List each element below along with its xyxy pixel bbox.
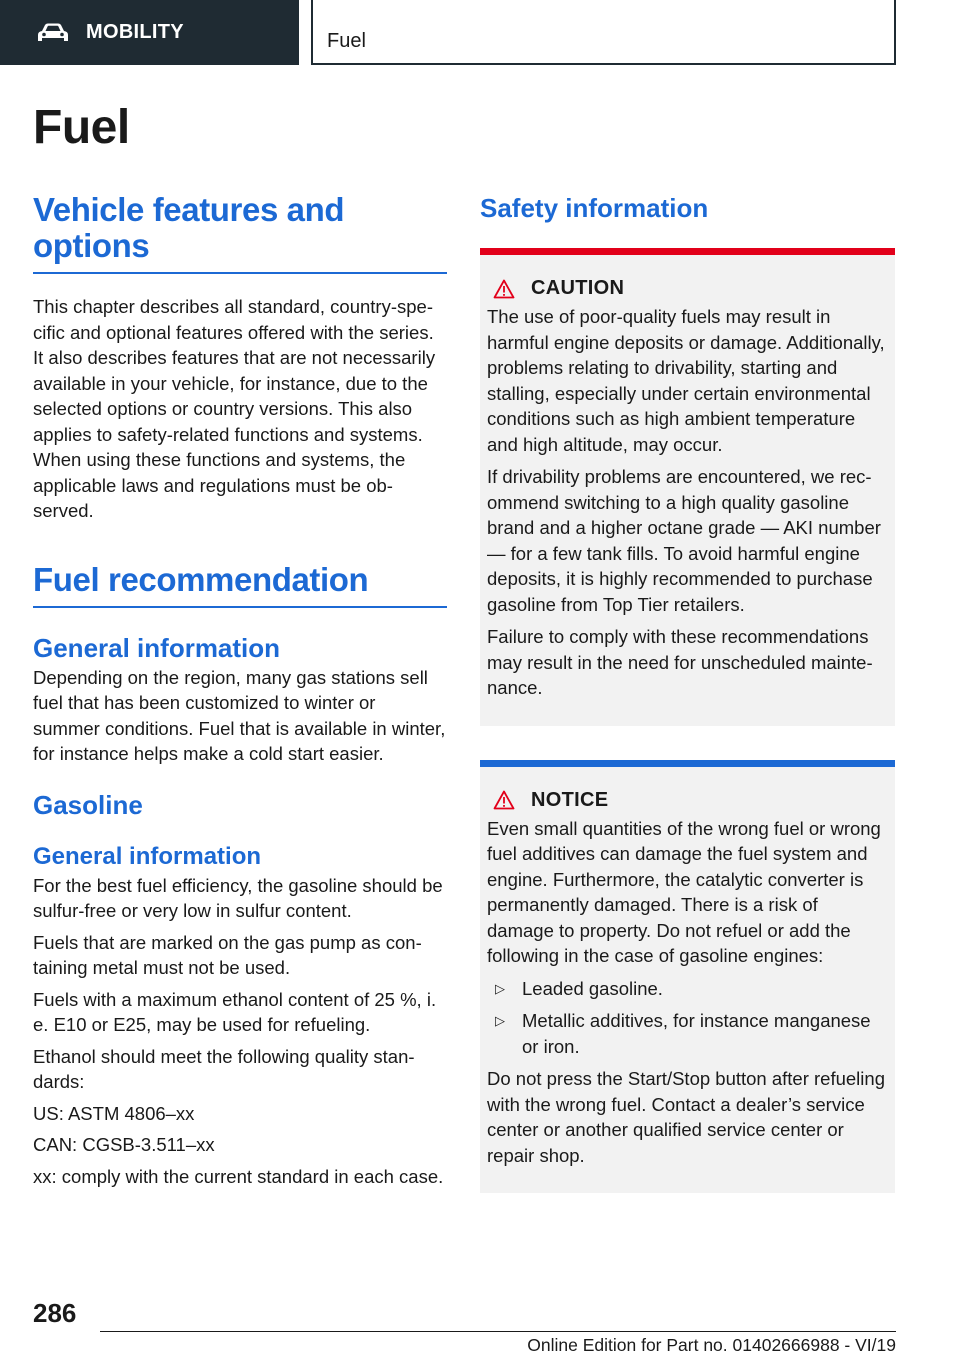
chapter-label: Fuel bbox=[327, 30, 366, 52]
caution-bar bbox=[480, 248, 895, 255]
caution-box bbox=[480, 248, 895, 726]
paragraph-gasoline-3: Fuels with a maximum ethanol content of 25 %, i. e. E10 or E25, may be used for refueling. bbox=[33, 988, 437, 1035]
heading-vehicle-features: Vehicle features and options bbox=[33, 191, 345, 264]
heading-gasoline-general: General information bbox=[33, 842, 262, 870]
page-number: 286 bbox=[33, 1298, 77, 1328]
caution-title: CAUTION bbox=[531, 277, 625, 299]
heading-rule bbox=[33, 272, 447, 274]
list-item bbox=[487, 1008, 887, 1059]
heading-safety-information: Safety information bbox=[480, 193, 709, 223]
paragraph-gasoline-4: Ethanol should meet the following quality standards: bbox=[33, 1045, 415, 1092]
notice-paragraph-2: Do not press the Start/Stop button after refueling with the wrong fuel. Contact a dealer’s service center or another qualified service center or repair shop. bbox=[487, 1068, 885, 1166]
bullet-marker: ▷ bbox=[495, 1013, 505, 1028]
caution-title-row bbox=[487, 277, 887, 300]
bullet-text: Leaded gasoline. bbox=[522, 977, 663, 999]
paragraph-general-information: Depending on the region, many gas stations sell fuel that has been customized to winter or summer conditions. Fuel that is available in winter, for instance helps make a cold start easier. bbox=[33, 666, 446, 764]
list-item bbox=[487, 976, 887, 1002]
bullet-text: Metallic additives, for instance manganese or iron. bbox=[522, 1010, 871, 1057]
heading-general-information: General information bbox=[33, 632, 281, 663]
chapter-tab bbox=[311, 0, 896, 65]
caution-paragraph-2: If drivability problems are encountered, we recommend switching to a high quality gasoline brand and a higher octane grade — AKI number — for a few tank fills. To avoid harmful engine deposits, it is highly recommended to purchase gasoline from Top Tier retailers. bbox=[487, 466, 881, 615]
right-column bbox=[480, 192, 895, 1193]
paragraph-gasoline-7: xx: comply with the current standard in each case. bbox=[33, 1165, 444, 1187]
heading-fuel-recommendation: Fuel recommendation bbox=[33, 560, 369, 598]
warning-triangle-icon bbox=[493, 790, 515, 810]
bullet-marker: ▷ bbox=[495, 980, 505, 996]
paragraph-gasoline-1: For the best fuel efficiency, the gasoline should be sulfur-free or very low in sulfur content. bbox=[33, 874, 443, 921]
caution-paragraph-1: The use of poor-quality fuels may result in harmful engine deposits or damage. Additionally, problems relating to drivability, starting and stalling, especially under certain environmental conditions such as high ambient temperature and high altitude, may occur. bbox=[487, 306, 885, 455]
notice-box bbox=[480, 760, 895, 1194]
notice-paragraph-1: Even small quantities of the wrong fuel or wrong fuel additives can damage the fuel system and engine. Furthermore, the catalytic converter is permanently damaged. There is a risk of damage to property. Do not refuel or add the following in the case of gasoline engines: bbox=[487, 817, 881, 966]
section-label: MOBILITY bbox=[86, 21, 184, 43]
caution-paragraph-3: Failure to comply with these recommendations may result in the need for unscheduled maintenance. bbox=[487, 626, 873, 698]
left-column bbox=[33, 192, 447, 1189]
warning-triangle-icon bbox=[493, 279, 515, 299]
heading-gasoline: Gasoline bbox=[33, 789, 143, 820]
car-icon bbox=[36, 22, 70, 44]
paragraph-gasoline-2: Fuels that are marked on the gas pump as containing metal must not be used. bbox=[33, 931, 422, 978]
paragraph-gasoline-6: CAN: CGSB-3.511–xx bbox=[33, 1134, 215, 1155]
notice-bar bbox=[480, 760, 895, 767]
heading-rule bbox=[33, 606, 447, 608]
footer-edition: Online Edition for Part no. 01402666988 - VI/19 bbox=[527, 1335, 896, 1355]
paragraph-gasoline-5: US: ASTM 4806–xx bbox=[33, 1102, 195, 1124]
notice-title: NOTICE bbox=[531, 788, 609, 811]
notice-title-row bbox=[487, 789, 887, 812]
section-tab-mobility bbox=[0, 0, 299, 65]
page-title: Fuel bbox=[33, 101, 130, 154]
paragraph-vehicle-features: This chapter describes all standard, country-specific and optional features offered with the series. It also describes features that are not necessarily available in your vehicle, for instance, due to the selected options or country versions. This also applies to safety-related functions and systems. When using these functions and systems, the applicable laws and regulations must be observed. bbox=[33, 296, 436, 521]
footer-rule bbox=[100, 1331, 896, 1332]
